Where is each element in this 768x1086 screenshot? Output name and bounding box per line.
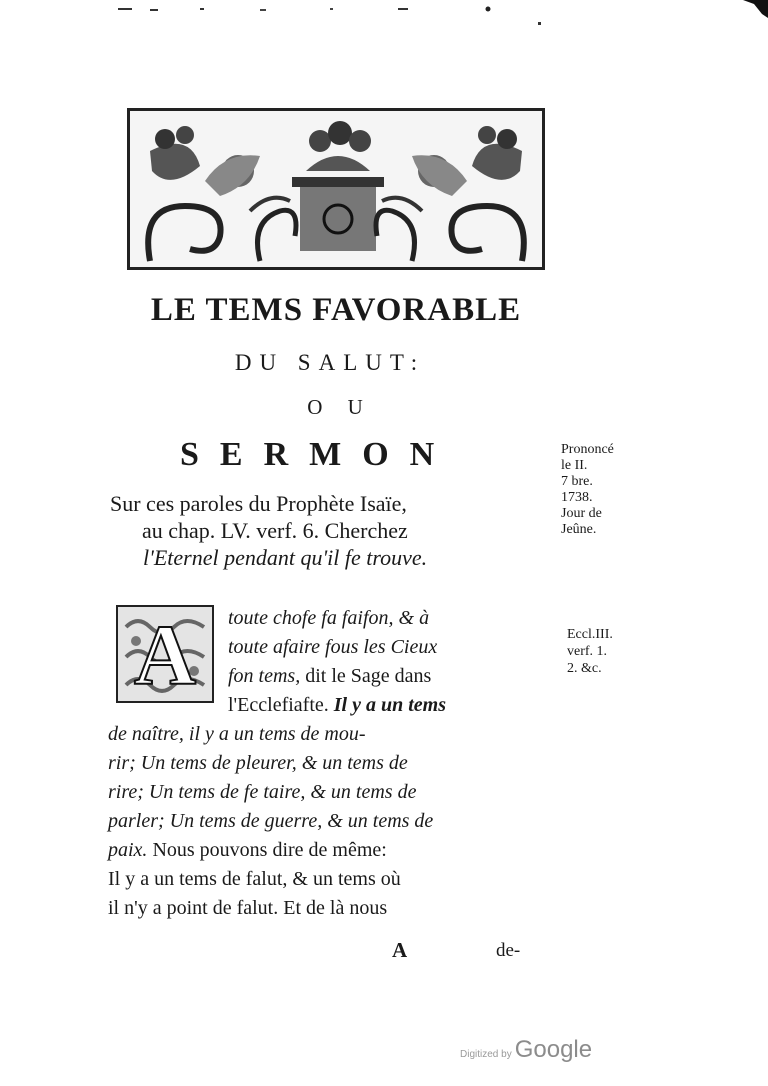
body-line xyxy=(108,662,554,691)
body-line: Il y a un tems de falut, & un tems où xyxy=(108,868,401,890)
title-main: LE TEMS FAVORABLE xyxy=(150,292,522,328)
body-fragment: Un tems de pleurer, & un tems de xyxy=(140,752,408,774)
margin-note-date xyxy=(561,442,641,538)
subject-line: l'Eternel pendant qu'il fe trouve. xyxy=(143,545,428,570)
title-subtitle: DU SALUT: xyxy=(234,350,426,375)
watermark-prefix: Digitized by xyxy=(460,1049,512,1060)
body-line: de naître, il y a un tems de mou- xyxy=(108,723,366,745)
margin-note-line: le II. xyxy=(561,458,588,473)
google-logo: Google xyxy=(514,1036,593,1063)
sermon-body xyxy=(108,604,554,923)
body-fragment: rir; xyxy=(108,752,141,774)
headpiece-engraving xyxy=(130,111,542,267)
subject-line: au chap. LV. verf. 6. Cherchez xyxy=(142,518,408,543)
title-sermon: SERMON xyxy=(180,436,456,473)
body-line xyxy=(108,836,554,865)
signature-mark: A xyxy=(392,938,408,962)
body-line: toute afaire fous les Cieux xyxy=(228,636,438,658)
margin-note-line: 7 bre. xyxy=(561,474,593,489)
margin-note-line: Prononcé xyxy=(561,442,614,457)
body-line: il n'y a point de falut. Et de là nous xyxy=(108,897,388,919)
margin-ref-line: Eccl.III. xyxy=(567,627,613,642)
body-line: toute chofe fa faifon, & à xyxy=(228,607,430,629)
body-line: parler; Un tems de guerre, & un tems de xyxy=(108,810,434,832)
title-connector: O U xyxy=(307,395,373,419)
body-line xyxy=(108,749,554,778)
catchword: de- xyxy=(496,940,521,961)
subject-line: Sur ces paroles du Prophète Isaïe, xyxy=(110,491,407,516)
margin-ref-line: verf. 1. xyxy=(567,644,608,659)
margin-note-reference xyxy=(567,626,647,677)
margin-note-line: Jour de xyxy=(561,506,602,521)
margin-note-line: Jeûne. xyxy=(561,522,597,537)
page-edge-mark xyxy=(688,0,768,22)
body-fragment: dit le Sage dans xyxy=(300,665,432,687)
body-line xyxy=(108,691,554,720)
digitized-watermark xyxy=(460,1036,592,1064)
sermon-subject xyxy=(110,490,550,571)
body-fragment: l'Ecclefiafte. xyxy=(228,694,334,716)
body-fragment: Il y a un tems xyxy=(333,694,447,716)
body-line: rire; Un tems de fe taire, & un tems de xyxy=(108,781,417,803)
body-fragment: Nous pouvons dire de même: xyxy=(147,839,387,861)
drop-cap-letter: A xyxy=(133,607,197,703)
top-edge-specks xyxy=(0,0,768,30)
body-fragment: paix. xyxy=(108,839,148,861)
body-fragment: fon tems, xyxy=(228,665,301,687)
ornamental-headpiece xyxy=(127,108,545,270)
margin-note-line: 1738. xyxy=(561,490,593,505)
margin-ref-line: 2. &c. xyxy=(567,661,602,676)
